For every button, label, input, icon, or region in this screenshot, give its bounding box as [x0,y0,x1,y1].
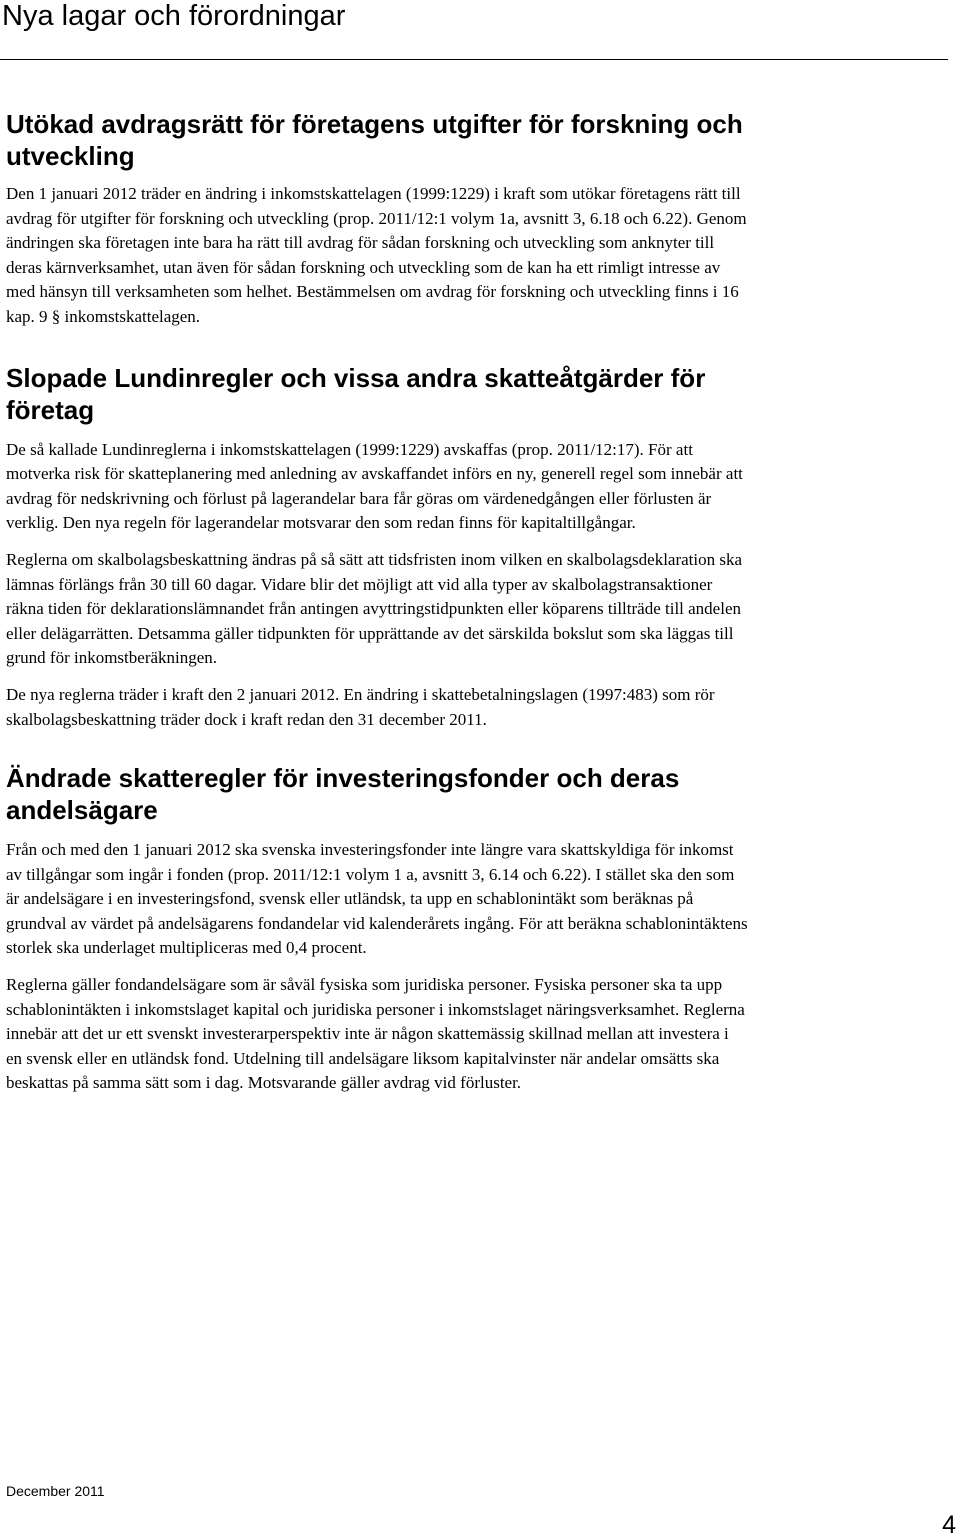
section-paragraph: Från och med den 1 januari 2012 ska svenska investeringsfonder inte längre vara skattskyldiga för inkomst av tillgångar som ingår i fonden (prop. 2011/12:1 volym 1 a, avsnitt 3, 6.14 och 6.22). I stället ska den som är andelsägare i en investeringsfond, svensk eller utländsk, ta upp en schablonintäkt som beräknas på grundval av värdet på andelsägarens fondandelar vid kalenderårets ingång. För att beräkna schablonintäktens storlek ska underlaget multipliceras med 0,4 procent. [6,840,748,958]
section-paragraph: Reglerna om skalbolagsbeskattning ändras på så sätt att tidsfristen inom vilken en skalbolagsdeklaration ska lämnas förlängs från 30 till 60 dagar. Vidare blir det möjligt att vid alla typer av skalbolagstransaktioner räkna tiden för deklarationslämnandet från antingen avyttringstidpunkten eller köparens tillträde till andelen eller delägarrätten. Detsamma gäller tidpunkten för upprättande av det särskilda bokslut som ska läggas till grund för inkomstberäkningen. [6,549,743,668]
section-paragraph: Den 1 januari 2012 träder en ändring i inkomstskattelagen (1999:1229) i kraft som utökar företagens rätt till avdrag för utgifter för forskning och utveckling (prop. 2011/12:1 volym 1a, avsnitt 3, 6.18 och 6.22). Genom ändringen ska företagen inte bara ha rätt till avdrag för sådan forskning och utveckling som anknyter till deras kärnverksamhet, utan även för sådan forskning och utveckling som de kan ha ett rimligt intresse av med hänsyn till verksamheten som helhet. Bestämmelsen om avdrag för forskning och utveckling finns i 16 kap. 9 § inkomstskattelagen. [6,184,747,326]
section-paragraph: Reglerna gäller fondandelsägare som är såväl fysiska som juridiska personer. Fysiska personer ska ta upp schablonintäkten i inkomstslaget kapital och juridiska personer i inkomstslaget näringsverksamhet. Reglerna innebär att det ur ett svenskt investerarperspektiv inte är någon skattemässig skillnad mellan att investera i en svensk eller en utländsk fond. Utdelning till andelsägare liksom kapitalvinster när andelar omsätts ska beskattas på samma sätt som i dag. Motsvarande gäller avdrag vid förluster. [6,975,745,1093]
section-paragraph: De så kallade Lundinreglerna i inkomstskattelagen (1999:1229) avskaffas (prop. 2011/12:17). För att motverka risk för skatteplanering med anledning av avskaffandet införs en ny, generell regel som innebär att avdrag för nedskrivning och förlust på lagerandelar bara får göras om värdenedgången eller förlusten är verklig. Den nya regeln för lagerandelar motsvarar den som redan finns för kapitaltillgångar. [6,439,743,533]
document-body [6,108,748,1108]
section-lundinregler [6,362,748,733]
section-heading: Utökad avdragsrätt för företagens utgifter för forskning och utveckling [6,109,743,171]
section-paragraph: De nya reglerna träder i kraft den 2 januari 2012. En ändring i skattebetalningslagen (1997:483) som rör skalbolagsbeskattning träder dock i kraft redan den 31 december 2011. [6,684,715,729]
footer-date: December 2011 [6,1483,105,1499]
section-heading: Slopade Lundinregler och vissa andra skatteåtgärder för företag [6,362,706,425]
section-heading: Ändrade skatteregler för investeringsfonder och deras andelsägare [6,763,680,826]
page-title: Nya lagar och förordningar [2,0,346,32]
page-number: 4 [942,1511,956,1539]
section-investeringsfonder [6,762,748,1096]
page-header [0,0,948,60]
section-forskning-utveckling [6,108,748,330]
